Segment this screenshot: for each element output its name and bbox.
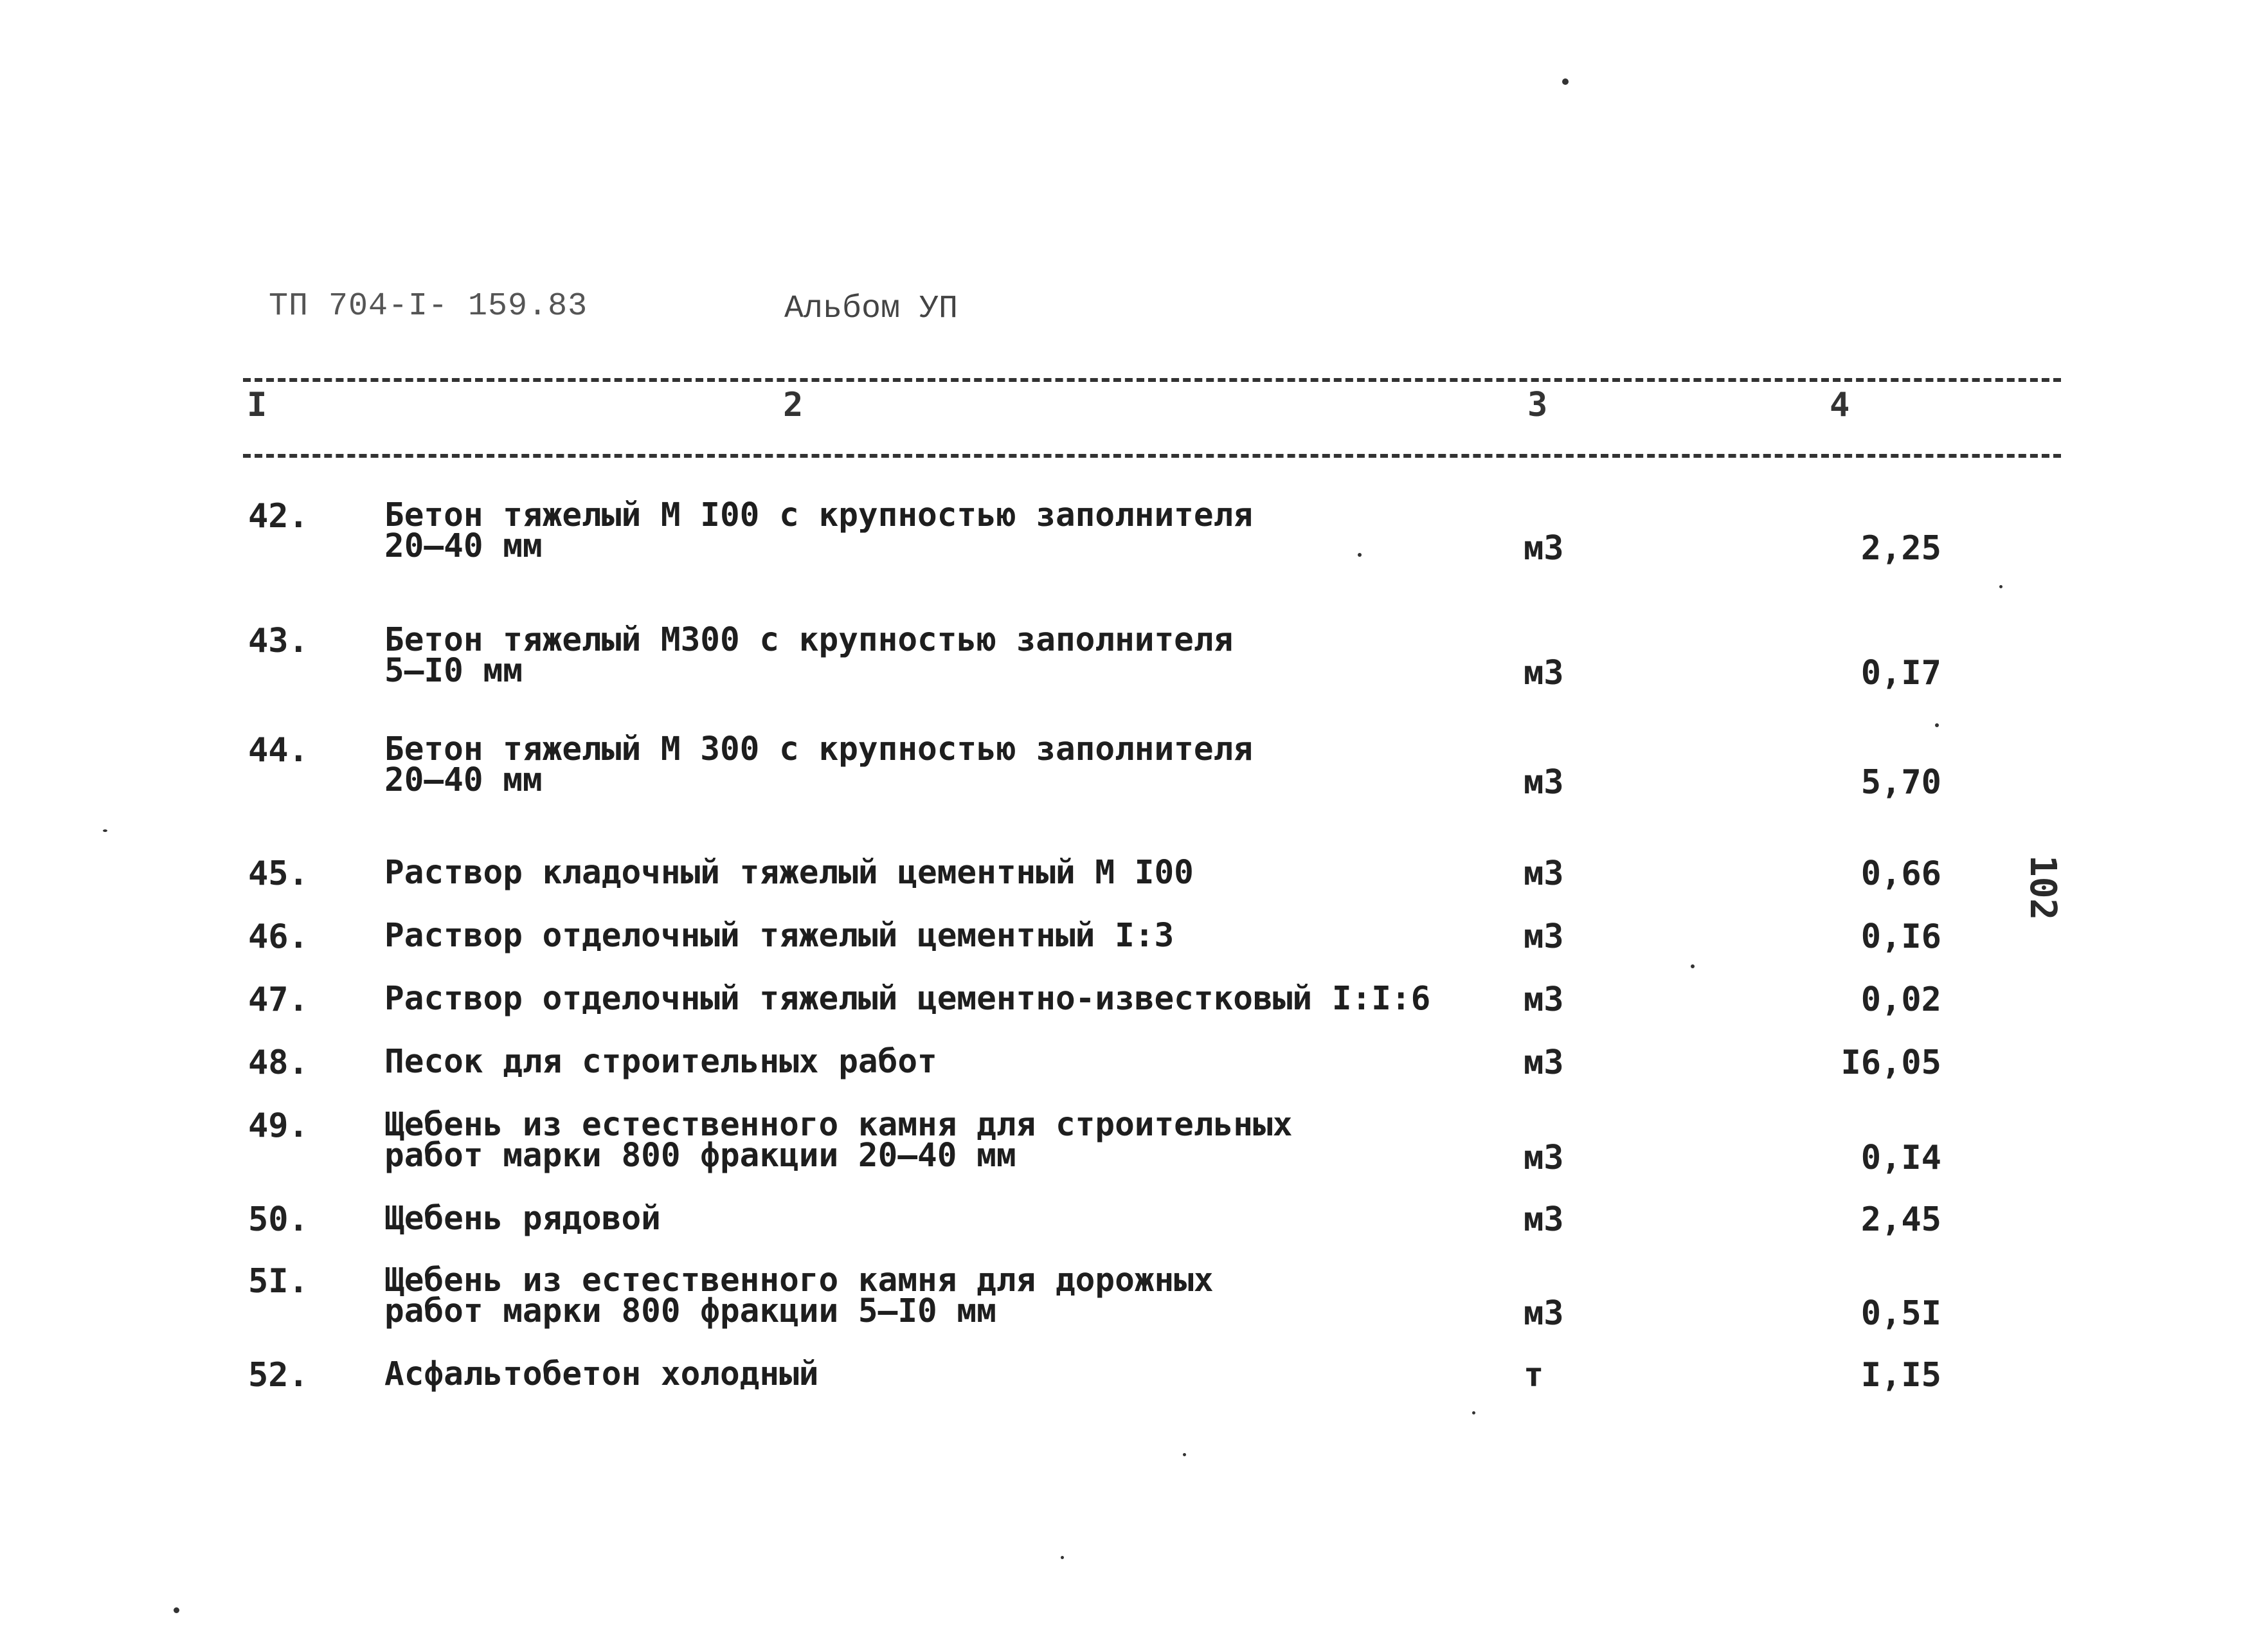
row-number: 43. [248, 622, 309, 660]
quantity: I6,05 [1841, 1043, 1941, 1082]
scan-speck [1935, 723, 1939, 727]
unit-of-measure: м3 [1524, 1200, 1564, 1239]
material-name: Асфальтобетон холодный [384, 1355, 819, 1393]
scan-speck [1691, 964, 1695, 968]
quantity: 2,25 [1860, 529, 1941, 568]
quantity: 0,I6 [1860, 917, 1941, 956]
side-page-number: 102 [2022, 855, 2064, 921]
quantity: 0,5I [1860, 1294, 1941, 1333]
row-number: 48. [248, 1043, 309, 1082]
scan-speck [1358, 553, 1362, 557]
quantity: I,I5 [1860, 1356, 1941, 1395]
quantity: 0,I4 [1860, 1139, 1941, 1177]
scan-speck [1183, 1453, 1186, 1456]
scan-speck [1999, 585, 2003, 588]
material-name: Раствор кладочный тяжелый цементный М I00 [384, 854, 1194, 892]
row-number: 44. [248, 731, 309, 770]
column-number-2: 2 [783, 386, 804, 424]
material-name: Бетон тяжелый М I00 с крупностью заполнителя 20–40 мм [384, 496, 1254, 565]
table-header-rule [243, 454, 2061, 458]
unit-of-measure: м3 [1524, 654, 1564, 692]
column-number-4: 4 [1830, 386, 1850, 424]
material-name: Раствор отделочный тяжелый цементно-известковый I:I:6 [384, 980, 1431, 1018]
row-number: 50. [248, 1200, 309, 1239]
row-number: 42. [248, 497, 309, 536]
material-name: Раствор отделочный тяжелый цементный I:3 [384, 917, 1174, 955]
material-name: Бетон тяжелый М 300 с крупностью заполнителя 20–40 мм [384, 730, 1254, 799]
material-name: Песок для строительных работ [384, 1043, 937, 1081]
document-code: ТП 704-I- 159.83 [269, 288, 588, 325]
unit-of-measure: т [1524, 1356, 1544, 1395]
material-name: Щебень из естественного камня для строительных работ марки 800 фракции 20–40 мм [384, 1106, 1293, 1175]
row-number: 5I. [248, 1262, 309, 1301]
material-name: Бетон тяжелый М300 с крупностью заполнителя 5–I0 мм [384, 621, 1234, 690]
row-number: 52. [248, 1356, 309, 1395]
quantity: 0,I7 [1860, 654, 1941, 692]
unit-of-measure: м3 [1524, 917, 1564, 956]
unit-of-measure: м3 [1524, 980, 1564, 1019]
unit-of-measure: м3 [1524, 763, 1564, 802]
row-number: 46. [248, 917, 309, 956]
unit-of-measure: м3 [1524, 1043, 1564, 1082]
quantity: 0,66 [1860, 854, 1941, 893]
row-number: 49. [248, 1107, 309, 1145]
quantity: 2,45 [1860, 1200, 1941, 1239]
unit-of-measure: м3 [1524, 1139, 1564, 1177]
scan-speck [103, 829, 107, 832]
unit-of-measure: м3 [1524, 529, 1564, 568]
row-number: 45. [248, 854, 309, 893]
album-label: Альбом УП [784, 291, 959, 327]
unit-of-measure: м3 [1524, 1294, 1564, 1333]
table-top-rule [243, 378, 2061, 382]
quantity: 5,70 [1860, 763, 1941, 802]
scan-speck [174, 1607, 179, 1613]
material-name: Щебень из естественного камня для дорожных работ марки 800 фракции 5–I0 мм [384, 1261, 1214, 1330]
column-number-3: 3 [1527, 386, 1548, 424]
column-number-1: I [247, 386, 267, 424]
material-name: Щебень рядовой [384, 1200, 661, 1238]
quantity: 0,02 [1860, 980, 1941, 1019]
scan-speck [1061, 1556, 1064, 1559]
row-number: 47. [248, 980, 309, 1019]
scan-speck [1472, 1411, 1475, 1414]
unit-of-measure: м3 [1524, 854, 1564, 893]
scan-speck [1562, 78, 1569, 85]
